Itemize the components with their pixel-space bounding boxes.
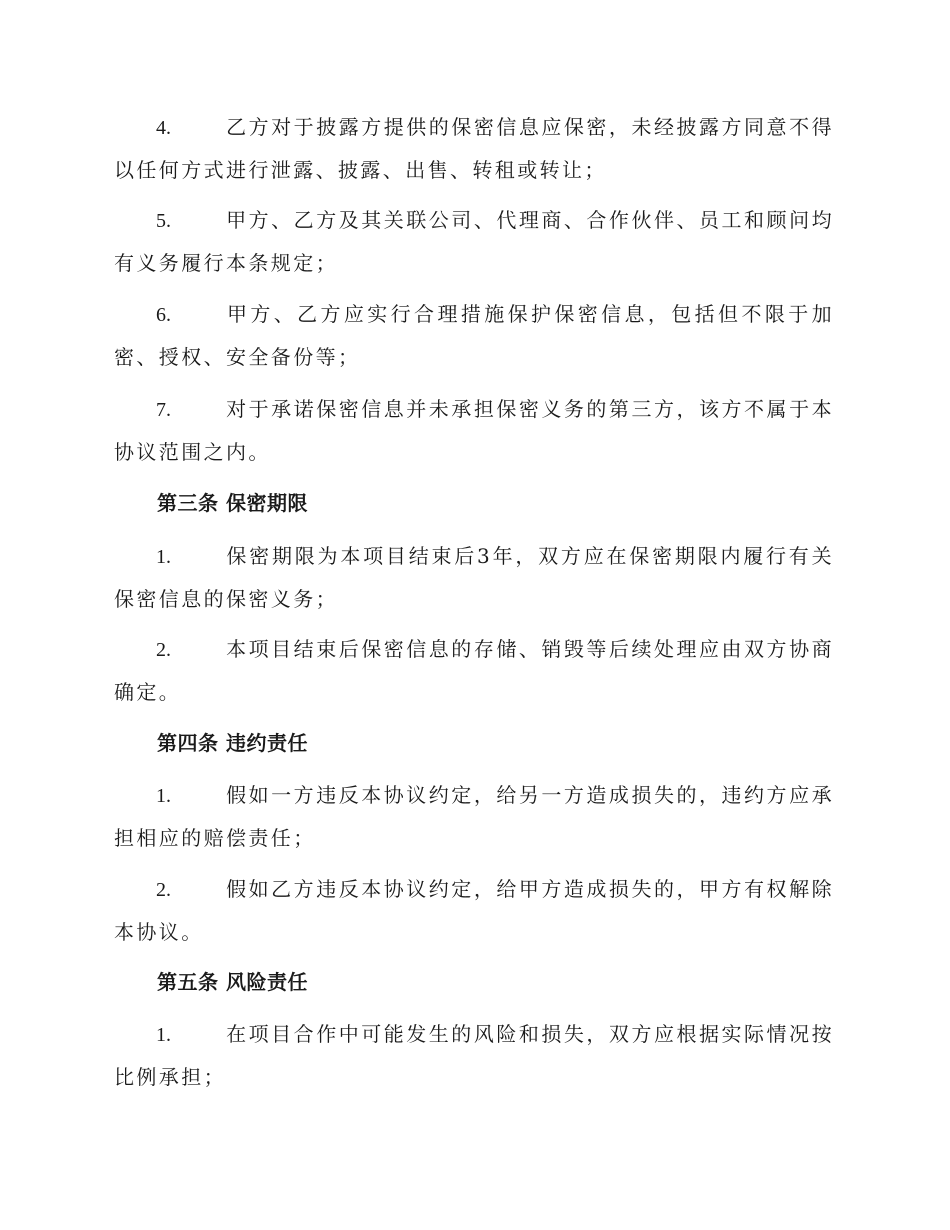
clause-item-4-2: [114, 868, 834, 953]
clause-number: 4.: [156, 117, 171, 139]
clause-number: 1.: [156, 546, 171, 568]
clause-number: 2.: [156, 639, 171, 661]
clause-item-5-1: [114, 1013, 834, 1098]
clause-item-5: [114, 199, 834, 284]
clause-item-4: [114, 106, 834, 191]
clause-text: 本项目结束后保密信息的存储、销毁等后续处理应由双方协商确定。: [114, 637, 834, 704]
clause-text: 甲方、乙方应实行合理措施保护保密信息，包括但不限于加密、授权、安全备份等；: [114, 302, 834, 369]
clause-item-3-2: [114, 628, 834, 713]
clause-text: 对于承诺保密信息并未承担保密义务的第三方，该方不属于本协议范围之内。: [114, 397, 834, 464]
clause-item-4-1: [114, 774, 834, 859]
section-heading-3: 第三条 保密期限: [157, 491, 308, 515]
clause-number: 1.: [156, 1024, 171, 1046]
clause-text: 假如一方违反本协议约定，给另一方造成损失的，违约方应承担相应的赔偿责任；: [114, 783, 834, 850]
clause-text: 乙方对于披露方提供的保密信息应保密，未经披露方同意不得以任何方式进行泄露、披露、出售、转租或转让；: [114, 115, 834, 182]
clause-text: 假如乙方违反本协议约定，给甲方造成损失的，甲方有权解除本协议。: [114, 877, 834, 944]
clause-number: 6.: [156, 304, 171, 326]
section-heading-5: 第五条 风险责任: [157, 970, 308, 994]
clause-item-7: [114, 388, 834, 473]
clause-text: 甲方、乙方及其关联公司、代理商、合作伙伴、员工和顾问均有义务履行本条规定；: [114, 208, 834, 275]
clause-number: 1.: [156, 785, 171, 807]
clause-text: 在项目合作中可能发生的风险和损失，双方应根据实际情况按比例承担；: [114, 1022, 834, 1089]
clause-text: 保密期限为本项目结束后3年，双方应在保密期限内履行有关保密信息的保密义务；: [114, 544, 834, 611]
clause-item-6: [114, 293, 834, 378]
clause-item-3-1: [114, 535, 834, 620]
clause-number: 5.: [156, 210, 171, 232]
clause-number: 7.: [156, 399, 171, 421]
clause-number: 2.: [156, 879, 171, 901]
section-heading-4: 第四条 违约责任: [157, 731, 308, 755]
